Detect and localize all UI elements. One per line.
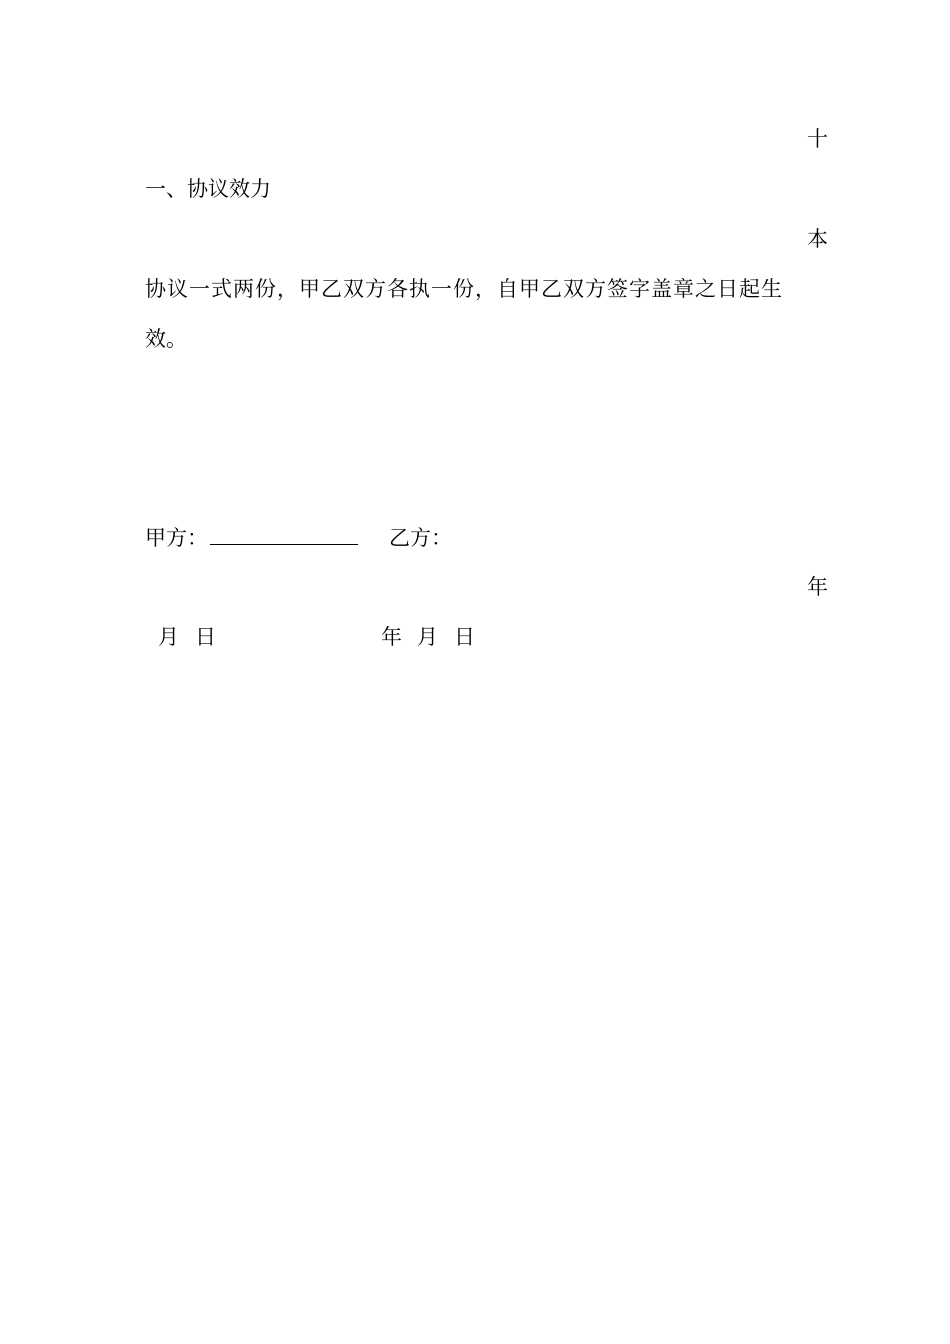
paragraph-lead: 本 [807, 227, 828, 251]
party-a-signature-line [210, 526, 358, 545]
section-heading: 一、协议效力 [145, 177, 271, 201]
party-b-day: 日 [454, 625, 475, 649]
party-b-year: 年 [381, 625, 402, 649]
paragraph-end: 效。 [145, 327, 187, 351]
party-a-year: 年 [807, 575, 828, 599]
party-a-signature [145, 526, 358, 550]
party-b-label: 乙方： [389, 526, 452, 550]
section-number-tail: 十 [807, 127, 828, 151]
party-b-month: 月 [417, 625, 438, 649]
party-a-day: 日 [195, 625, 216, 649]
party-a-month: 月 [158, 625, 179, 649]
party-a-label: 甲方： [145, 526, 208, 550]
paragraph-body: 协议一式两份，甲乙双方各执一份，自甲乙双方签字盖章之日起生 [145, 277, 783, 301]
